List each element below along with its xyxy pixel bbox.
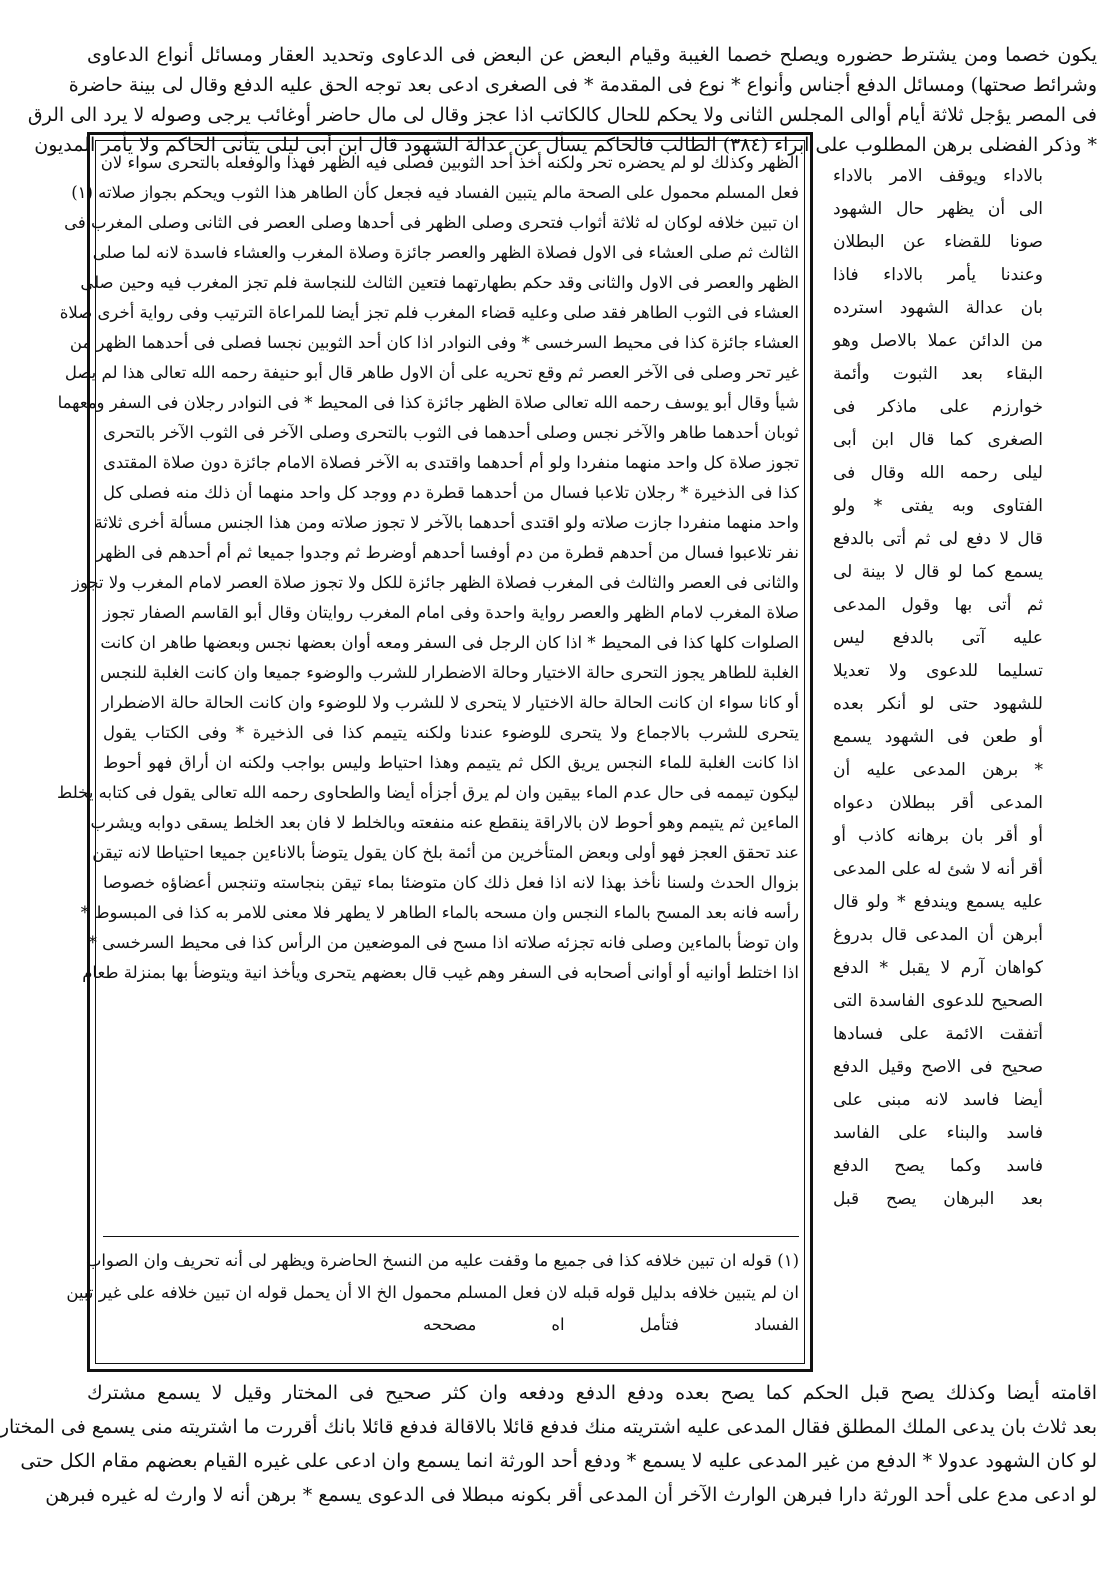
main-line: فعل المسلم محمول على الصحة مالم يتبين الفساد فيه فجعل كأن الطاهر هذا الثوب ويحكم بجواز صلاته (١) bbox=[71, 183, 799, 202]
side-line: يسمع كما لو قال لا بينة لى bbox=[833, 562, 1043, 582]
main-line: شيأ وقال أبو يوسف رحمه الله تعالى صلاة الظهر جائزة كذا فى المحيط * فى النوادر رجلان فى السفر ومعهما bbox=[57, 393, 799, 412]
side-line: أبرهن أن المدعى قال بدروغ bbox=[833, 925, 1043, 945]
side-line: صونا للقضاء عن البطلان bbox=[833, 232, 1043, 252]
side-line: المدعى أقر ببطلان دعواه bbox=[833, 793, 1043, 813]
side-line: أو طعن فى الشهود يسمع bbox=[833, 727, 1043, 747]
bottom-line: لو ادعى مدع على أحد الورثة دارا فبرهن الوارث الآخر أن المدعى أقر بكونه مبطلا فى الدعوى يسمع * برهن أنه لا وارث له غيره فبرهن bbox=[45, 1484, 1097, 1506]
main-line: غير تحر وصلى فى الآخر العصر ثم وقع تحريه على أن الاول طاهر قال أبو حنيفة رحمه الله تعالى هذا لم يصل bbox=[64, 363, 799, 382]
main-line: نفر تلاعبوا فسال من أحدهم قطرة من دم أوفسا أحدهم أوضرط ثم وجدوا جميعا ثم أم أحدهم فى الظهر bbox=[96, 543, 799, 562]
side-line: فاسد والبناء على الفاسد bbox=[833, 1123, 1043, 1143]
main-line: والثانى فى العصر والثالث فى المغرب فصلاة الظهر جائزة للكل ولا تجوز صلاة العصر لامام المغرب ولا تجوز bbox=[71, 573, 799, 592]
main-line: اذا اختلط أوانيه أو أوانى أصحابه فى السفر وهم غيب قال بعضهم يتحرى ويأخذ انية ويتوضأ بها بمنزلة طعام bbox=[82, 963, 799, 982]
side-line: الصحيح للدعوى الفاسدة التى bbox=[833, 991, 1043, 1011]
side-line: صحيح فى الاصح وقيل الدفع bbox=[833, 1057, 1043, 1077]
side-line: وعندنا يأمر بالاداء فاذا bbox=[833, 265, 1043, 285]
side-line: أقر أنه لا شئ له على المدعى bbox=[833, 859, 1043, 879]
side-line: فاسد وكما يصح الدفع bbox=[833, 1156, 1043, 1176]
main-line: تجوز صلاة كل واحد منهما منفردا ولو أم أحدهما واقتدى به الآخر فصلاة الامام جائزة دون صلاة المقتدى bbox=[103, 453, 799, 472]
side-line: الى أن يظهر حال الشهود bbox=[833, 199, 1043, 219]
top-line: * وذكر الفضلى برهن المطلوب على ابراء (٣٨٤) الطالب فالحاكم يسأل عن عدالة الشهود قال ابن أبى ليلى يتأنى الحاكم ولا يأمر المديون bbox=[34, 134, 1097, 156]
bottom-line: لو كان الشهود عدولا * الدفع من غير المدعى عليه لا يسمع * ودفع أحد الورثة انما يسمع وان ادعى على غيره القيام بعضهم مقام الكل حتى bbox=[20, 1450, 1097, 1472]
side-line: ليلى رحمه الله وقال فى bbox=[833, 463, 1043, 483]
main-line: الثالث ثم صلى العشاء فى الاول فصلاة الظهر والعصر جائزة وصلاة المغرب والعشاء فاسدة لانه لما صلى bbox=[92, 243, 799, 262]
side-line: بعد البرهان يصح قبل bbox=[833, 1189, 1043, 1209]
main-line: عند تحقق العجز فهو أولى وبعض المتأخرين من أئمة بلخ كان يقول يتوضأ بالاناءين جميعا احتياطا لانه تيقن bbox=[92, 843, 799, 862]
footnote-line: ان لم يتبين خلافه بدليل قوله قبله لان فعل المسلم محمول الخ الا أن يحمل قوله ان تبين خلافه على غير تبين bbox=[66, 1283, 799, 1302]
side-line: الفتاوى وبه يفتى * ولو bbox=[833, 496, 1043, 516]
bottom-line: اقامته أيضا وكذلك يصح قبل الحكم كما يصح بعده ودفع الدفع ودفعه وان كثر صحيح فى المختار وقيل لا يسمع مشترك bbox=[87, 1382, 1097, 1404]
side-line: أتفقت الائمة على فسادها bbox=[833, 1024, 1043, 1044]
main-line: رأسه فانه بعد المسح بالماء النجس وان مسحه بالماء الطاهر لا يطهر فلا معنى للامر به كذا فى المبسوط * bbox=[80, 903, 799, 922]
side-line: ثم أتى بها وقول المدعى bbox=[833, 595, 1043, 615]
main-line: بزوال الحدث ولسنا نأخذ بهذا لانه اذا فعل ذلك كان متوضئا بماء تيقن بنجاسته وتنجس أعضاؤه خصوصا bbox=[103, 873, 799, 892]
side-line: قال لا دفع لى ثم أتى بالدفع bbox=[833, 529, 1043, 549]
top-line: وشرائط صحتها) ومسائل الدفع أجناس وأنواع * نوع فى المقدمة * فى الصغرى ادعى بعد توجه الحق عليه الدفع وقال لى بينة حاضرة bbox=[68, 74, 1097, 96]
main-line: العشاء فى الثوب الطاهر فقد صلى وعليه قضاء المغرب فلم تجز أيضا للمراعاة الترتيب وفى رواية أخرى صلاة bbox=[59, 303, 799, 322]
side-line: تسليما للدعوى ولا تعديلا bbox=[833, 661, 1043, 681]
main-line: أو كانا سواء ان كانت الحالة حالة الاختيار لا يتحرى لا للشرب ولا للوضوء وان كانت الحالة حالة الاضطرار bbox=[101, 693, 799, 712]
side-line: عليه يسمع ويندفع * ولو قال bbox=[833, 892, 1043, 912]
side-line: بان عدالة الشهود استرده bbox=[833, 298, 1043, 318]
side-line: البقاء بعد الثبوت وأئمة bbox=[833, 364, 1043, 384]
main-line: ان تبين خلافه لوكان له ثلاثة أثواب فتحرى وصلى الظهر فى أحدها وصلى العصر فى الثانى وصلى المغرب فى bbox=[64, 213, 799, 232]
main-line: ثوبان أحدهما طاهر والآخر نجس وصلى أحدهما فى الثوب بالتحرى وصلى الآخر فى الثوب الآخر بالتحرى bbox=[103, 423, 799, 442]
side-line: * برهن المدعى عليه أن bbox=[833, 760, 1043, 780]
side-line: خوارزم على ماذكر فى bbox=[833, 397, 1043, 417]
side-line: عليه آتى بالدفع ليس bbox=[833, 628, 1043, 648]
side-line: أيضا فاسد لانه مبنى على bbox=[833, 1090, 1043, 1110]
main-line: الغلبة للطاهر يجوز التحرى حالة الاختيار وحالة الاضطرار للشرب والوضوء جميعا وان كانت الغلبة للنجس bbox=[100, 663, 799, 682]
main-line: الظهر والعصر فى الاول والثانى وقد حكم بطهارتهما فتعين الثالث للنجاسة فلم تجز المغرب فيه وحين صلى bbox=[80, 273, 799, 292]
footnote-line: الفساد فتأمل اه مصححه bbox=[423, 1315, 799, 1334]
main-line: وان توضأ بالماءين وصلى فانه تجزئه صلاته اذا مسح فى الموضعين من الرأس كذا فى محيط السرخسى * bbox=[88, 933, 799, 952]
main-line: العشاء جائزة كذا فى محيط السرخسى * وفى النوادر اذا كان أحد الثوبين نجسا فصلى فى أحدهما الظهر من bbox=[69, 333, 799, 352]
top-line: فى المصر يؤجل ثلاثة أيام أوالى المجلس الثانى ولا يحكم للحال كالكاتب اذا عجز وقال لى مال حاضر أوغائب يرجى وصوله لا يرد الى الرق bbox=[27, 104, 1097, 126]
side-line: الصغرى كما قال ابن أبى bbox=[833, 430, 1043, 450]
side-line: من الدائن عملا بالاصل وهو bbox=[833, 331, 1043, 351]
main-line: ليكون تيممه فى حال عدم الماء بيقين وان لم يرق أجزأه أيضا والطحاوى رحمه الله تعالى يقول فى كتابه يخلط bbox=[57, 783, 799, 802]
footnote-separator bbox=[103, 1236, 799, 1237]
side-line: بالاداء ويوقف الامر بالاداء bbox=[833, 166, 1043, 186]
main-line: واحد منهما منفردا جازت صلاته ولو اقتدى أحدهما بالآخر لا تجوز صلاته ومن هذا الجنس مسألة أخرى ثلاثة bbox=[94, 513, 799, 532]
main-line: صلاة المغرب لامام الظهر والعصر رواية واحدة وفى امام المغرب روايتان وقال أبو القاسم الصفار تجوز bbox=[103, 603, 799, 622]
main-line: يتحرى للشرب بالاجماع ولا يتحرى للوضوء عندنا ولكنه يتيمم كذا فى الذخيرة * وفى الكتاب يقول bbox=[103, 723, 799, 742]
side-line: للشهود حتى لو أنكر بعده bbox=[833, 694, 1043, 714]
side-line: أو أقر بان برهانه كاذب أو bbox=[833, 826, 1043, 846]
main-line: الماءين ثم يتيمم وهو أحوط لان بالاراقة ينقطع عنه منفعته وبالخلط لا فان بعد الخلط يسقى دوابه ويشرب bbox=[90, 813, 799, 832]
main-line: الظهر وكذلك لو لم يحضره تحر ولكنه أخذ أحد الثوبين فصلى فيه الظهر فهذا والوفعله بالتحرى سواء لان bbox=[100, 153, 799, 172]
main-line: اذا كانت الغلبة للماء النجس يريق الكل ثم يتيمم وهذا احتياط وليس بواجب ولكنه ان أراق فهو أحوط bbox=[103, 753, 799, 772]
footnote-line: (١) قوله ان تبين خلافه كذا فى جميع ما وقفت عليه من النسخ الحاضرة ويظهر لى أنه تحريف وان الصواب bbox=[85, 1251, 799, 1270]
bottom-line: بعد ثلاث بان يدعى الملك المطلق فقال المدعى عليه اشتريته منك فدفع قائلا بالاقالة فدفع قائلا بانك أقررت ما اشتريته منى يسمع فى المختار bbox=[0, 1416, 1097, 1438]
top-line: يكون خصما ومن يشترط حضوره ويصلح خصما الغيبة وقيام البعض عن البعض فى الدعاوى وتحديد العقار ومسائل أنواع الدعاوى bbox=[87, 44, 1097, 66]
side-line: كواهان آرم لا يقبل * الدفع bbox=[833, 958, 1043, 978]
main-line: كذا فى الذخيرة * رجلان تلاعبا فسال من أحدهما قطرة دم ووجد كل واحد منهما أن ذلك منه فصلى كل bbox=[103, 483, 799, 502]
main-line: الصلوات كلها كذا فى المحيط * اذا كان الرجل فى السفر ومعه أوان بعضها نجس وبعضها طاهر ان كانت bbox=[100, 633, 799, 652]
